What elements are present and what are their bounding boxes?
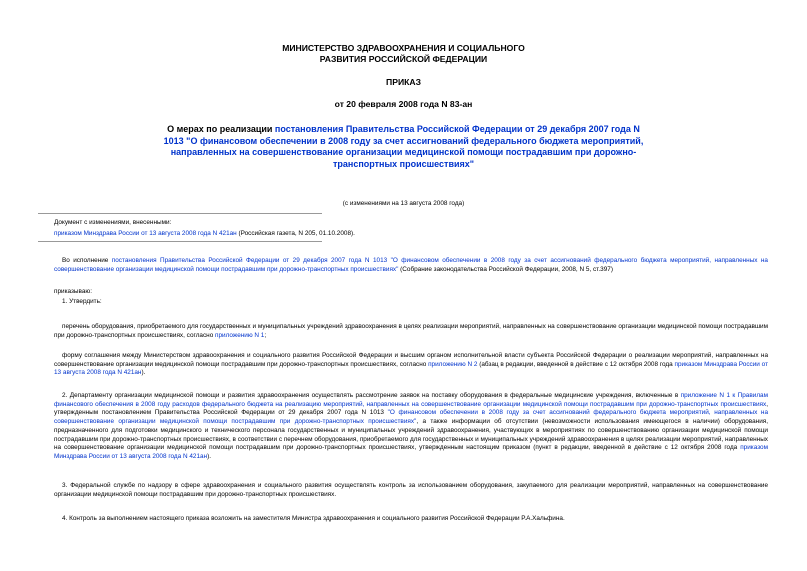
item2-text3: , а также информации об отсутствии (невозможности использования имеющегося в наличии) оборудования, предназначенного для подготовки медицинского и технического персонала государственных и муниципальных учреждений здравоохранения, участвующих в мероприятиях по совершенствованию организации медицинской помощи пострадавшим при дорожно-транспортных происшествиях, в соответствии с перечнем оборудования, приобретаемого для государственных и муниципальных учреждений здравоохранения в целях реализации мероприятий, направленных на совершенствование организации медицинской помощи пострадавшим при дорожно-транспортных происшествиях, утвержденным настоящим приказом (пункт в редакции, введенной в действие с 12 октября 2008 года bbox=[54, 418, 769, 452]
item2-text4: ). bbox=[207, 452, 212, 460]
item1-equipment-list-paragraph bbox=[54, 323, 768, 340]
item3-paragraph: 3. Федеральной службе по надзору в сфере здравоохранения и социального развития осуществлять контроль за использованием оборудования, закупаемого для реализации мероприятий, направленных на совершенствование организации медицинской помощи пострадавшим при дорожно-транспортных происшествиях. bbox=[54, 482, 768, 498]
ministry-name-line1: МИНИСТЕРСТВО ЗДРАВООХРАНЕНИЯ И СОЦИАЛЬНОГО bbox=[282, 43, 525, 53]
item1-amendment-link[interactable]: приказом Минздрава России от 13 августа 2008 года N 421ан bbox=[54, 360, 768, 377]
item1-form-end: ). bbox=[141, 369, 146, 377]
amendments-top-rule bbox=[38, 213, 322, 214]
appendix1-link[interactable]: приложению N 1 bbox=[215, 331, 265, 339]
item2-rules-appendix-link[interactable]: приложение N 1 к Правилам финансового обеспечения в 2008 году расходов федерального бюджета на реализацию мероприятий, направленных на совершенствование организации медицинской помощи пострадавшим при дорожно-транспортных происшествиях bbox=[54, 392, 768, 408]
item1-heading: 1. Утвердить: bbox=[62, 298, 102, 305]
amendments-bottom-rule bbox=[38, 241, 322, 242]
item4-paragraph: 4. Контроль за выполнением настоящего приказа возложить на заместителя Министра здравоохранения и социального развития Российской Федерации Р.А.Хальфина. bbox=[62, 515, 565, 522]
preamble-source: (Собрание законодательства Российской Федерации, 2008, N 5, ст.397) bbox=[398, 265, 613, 273]
item1-agreement-form-paragraph bbox=[54, 352, 768, 378]
title-decree-link[interactable]: постановления Правительства Российской Федерации от 29 декабря 2007 года N 1013 "О финансовом обеспечении в 2008 году за счет ассигнований федерального бюджета мероприятий, направленных на совершенствование организации медицинской помощи пострадавшим при дорожно-транспортных происшествиях" bbox=[163, 124, 644, 169]
amendments-line bbox=[54, 229, 355, 238]
document-title bbox=[160, 124, 647, 170]
item2-amendment-link[interactable]: приказом Минздрава России от 13 августа 2008 года N 421ан bbox=[54, 444, 768, 460]
item2-text2: , утвержденным постановлением Правительства Российской Федерации от 29 декабря 2007 года N 1013 bbox=[54, 400, 768, 417]
item1-list-end: ; bbox=[264, 331, 267, 339]
order-word: приказываю: bbox=[54, 288, 92, 295]
item2-paragraph bbox=[54, 392, 768, 462]
item1-form-text: форму соглашения между Министерством здравоохранения и социального развития Российской Федерации и высшим органом исполнительной власти субъекта Российской Федерации о реализации мероприятий, направленных на совершенствование организации медицинской помощи пострадавшим при дорожно-транспортных происшествиях, согласно bbox=[54, 352, 768, 368]
amendment-source: (Российская газета, N 205, 01.10.2008). bbox=[236, 230, 355, 237]
amendment-order-link[interactable]: приказом Минздрава России от 13 августа 2008 года N 421ан bbox=[54, 230, 237, 237]
item2-text1: 2. Департаменту организации медицинской помощи и развития здравоохранения осуществлять рассмотрение заявок на поставку оборудования в федеральные медицинские учреждения, включенные в bbox=[62, 392, 681, 399]
document-type: ПРИКАЗ bbox=[386, 77, 421, 87]
document-date-number: от 20 февраля 2008 года N 83-ан bbox=[334, 99, 473, 109]
ministry-name-line2: РАЗВИТИЯ РОССИЙСКОЙ ФЕДЕРАЦИИ bbox=[319, 54, 488, 64]
item2-decree-link[interactable]: "О финансовом обеспечении в 2008 году за счет ассигнований федерального бюджета мероприятий, направленных на совершенствование организации медицинской помощи пострадавшим при дорожно-транспортных происшествиях" bbox=[54, 409, 768, 426]
preamble-decree-link[interactable]: постановления Правительства Российской Федерации от 29 декабря 2007 года N 1013 "О финансовом обеспечении в 2008 году за счет ассигнований федерального бюджета мероприятий, направленных на совершенствование организации медицинской помощи пострадавшим при дорожно-транспортных происшествиях" bbox=[54, 257, 768, 273]
amendments-label: Документ с изменениями, внесенными: bbox=[54, 219, 172, 226]
item1-form-mid: (абзац в редакции, введенной в действие с 12 октября 2008 года bbox=[477, 360, 675, 368]
item1-list-text: перечень оборудования, приобретаемого для государственных и муниципальных учреждений здравоохранения в целях реализации мероприятий, направленных на совершенствование организации медицинской помощи пострадавшим при дорожно-транспортных происшествиях, согласно bbox=[54, 323, 768, 339]
preamble-paragraph bbox=[54, 257, 768, 274]
appendix2-link[interactable]: приложению N 2 bbox=[428, 360, 478, 368]
preamble-text: Во исполнение bbox=[62, 257, 112, 264]
title-prefix: О мерах по реализации bbox=[167, 124, 275, 134]
revision-note: (с изменениями на 13 августа 2008 года) bbox=[342, 200, 465, 207]
